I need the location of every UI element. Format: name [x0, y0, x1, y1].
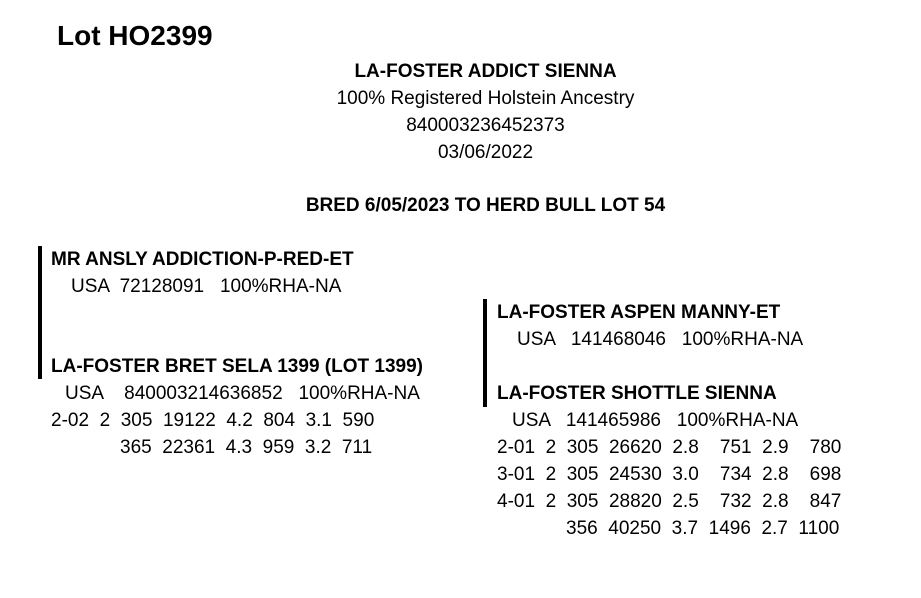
sire-registration: USA 72128091 100%RHA-NA: [71, 276, 342, 297]
dam-name: LA-FOSTER BRET SELA 1399 (LOT 1399): [51, 356, 423, 377]
maternal-granddam-registration: USA 141465986 100%RHA-NA: [512, 410, 799, 431]
dam-registration: USA 840003214636852 100%RHA-NA: [65, 383, 420, 404]
animal-ancestry: 100% Registered Holstein Ancestry: [336, 88, 635, 109]
granddam-record-row: 3-01 2 305 24530 3.0 734 2.8 698: [497, 464, 842, 485]
animal-birthdate: 03/06/2022: [437, 142, 534, 163]
dam-record-row: 365 22361 4.3 959 3.2 711: [120, 437, 373, 458]
animal-id: 840003236452373: [406, 115, 565, 136]
animal-name: LA-FOSTER ADDICT SIENNA: [354, 61, 617, 82]
dam-record-row: 2-02 2 305 19122 4.2 804 3.1 590: [51, 410, 375, 431]
granddam-record-row: 2-01 2 305 26620 2.8 751 2.9 780: [497, 437, 842, 458]
granddam-record-row: 356 40250 3.7 1496 2.7 1100: [566, 518, 840, 539]
granddam-record-row: 4-01 2 305 28820 2.5 732 2.8 847: [497, 491, 842, 512]
pedigree-bracket-right: [483, 299, 487, 407]
maternal-grandsire-name: LA-FOSTER ASPEN MANNY-ET: [497, 302, 781, 323]
bred-info: BRED 6/05/2023 TO HERD BULL LOT 54: [305, 195, 666, 216]
maternal-grandsire-registration: USA 141468046 100%RHA-NA: [517, 329, 804, 350]
pedigree-bracket-left: [38, 246, 42, 379]
maternal-granddam-name: LA-FOSTER SHOTTLE SIENNA: [497, 383, 777, 404]
sire-name: MR ANSLY ADDICTION-P-RED-ET: [51, 249, 354, 270]
lot-number: Lot HO2399: [57, 20, 213, 51]
